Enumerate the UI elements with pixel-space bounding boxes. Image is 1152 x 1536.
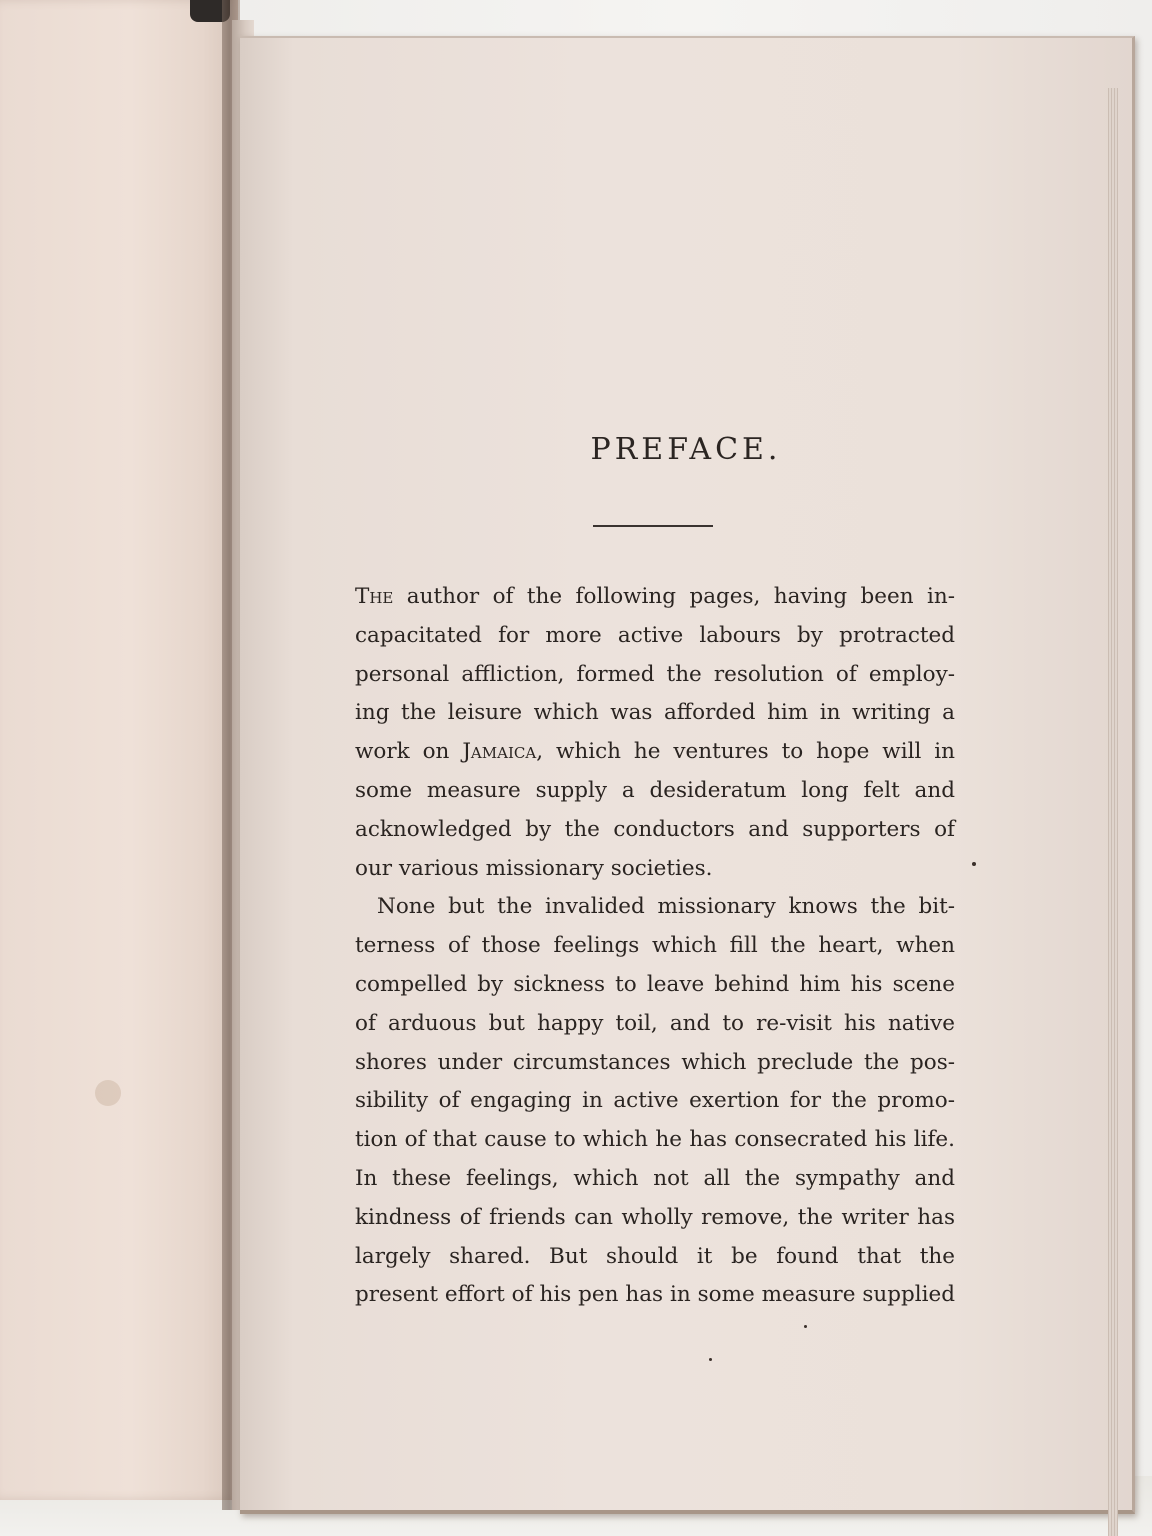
text-line: None but the invalided missionary knows the bit- bbox=[377, 894, 955, 920]
lead-word: The bbox=[355, 584, 394, 609]
ink-speck bbox=[804, 1325, 807, 1328]
text-fragment: work on bbox=[355, 739, 450, 765]
page-edges bbox=[1108, 88, 1118, 1536]
text-line: In these feelings, which not all the sympathy and bbox=[355, 1165, 955, 1191]
text-line: personal affliction, formed the resolution of employ- bbox=[355, 661, 955, 687]
left-page bbox=[0, 0, 238, 1500]
place-name: Jamaica bbox=[462, 739, 537, 765]
text-line: shores under circumstances which preclude the pos- bbox=[355, 1049, 955, 1075]
text-line: tion of that cause to which he has consecrated his life. bbox=[355, 1127, 955, 1153]
text-line: kindness of friends can wholly remove, the writer has bbox=[355, 1204, 955, 1230]
page-title: PREFACE. bbox=[590, 432, 782, 467]
text-fragment: author of the following pages, having been in- bbox=[406, 584, 955, 609]
text-line: our various missionary societies. bbox=[355, 855, 713, 881]
page-stain bbox=[95, 1080, 121, 1106]
text-line: of arduous but happy toil, and to re-visit his native bbox=[355, 1010, 955, 1036]
text-line: some measure supply a desideratum long felt and bbox=[355, 777, 955, 803]
text-line: compelled by sickness to leave behind him his scene bbox=[355, 971, 955, 997]
text-line bbox=[355, 578, 955, 617]
text-line: ing the leisure which was afforded him in writing a bbox=[355, 700, 955, 726]
text-line: sibility of engaging in active exertion for the promo- bbox=[355, 1088, 955, 1114]
text-line: terness of those feelings which fill the heart, when bbox=[355, 933, 955, 959]
text-fragment: , which he ventures to hope will in bbox=[536, 739, 955, 765]
text-line bbox=[355, 733, 955, 772]
preface-body bbox=[355, 578, 955, 1315]
ink-speck bbox=[709, 1358, 712, 1361]
text-line: acknowledged by the conductors and supporters of bbox=[355, 816, 955, 842]
text-line: largely shared. But should it be found that the bbox=[355, 1243, 955, 1269]
ink-speck bbox=[972, 862, 976, 866]
title-rule bbox=[593, 525, 713, 527]
text-line: capacitated for more active labours by protracted bbox=[355, 622, 955, 648]
text-line: present effort of his pen has in some measure supplied bbox=[355, 1282, 955, 1308]
